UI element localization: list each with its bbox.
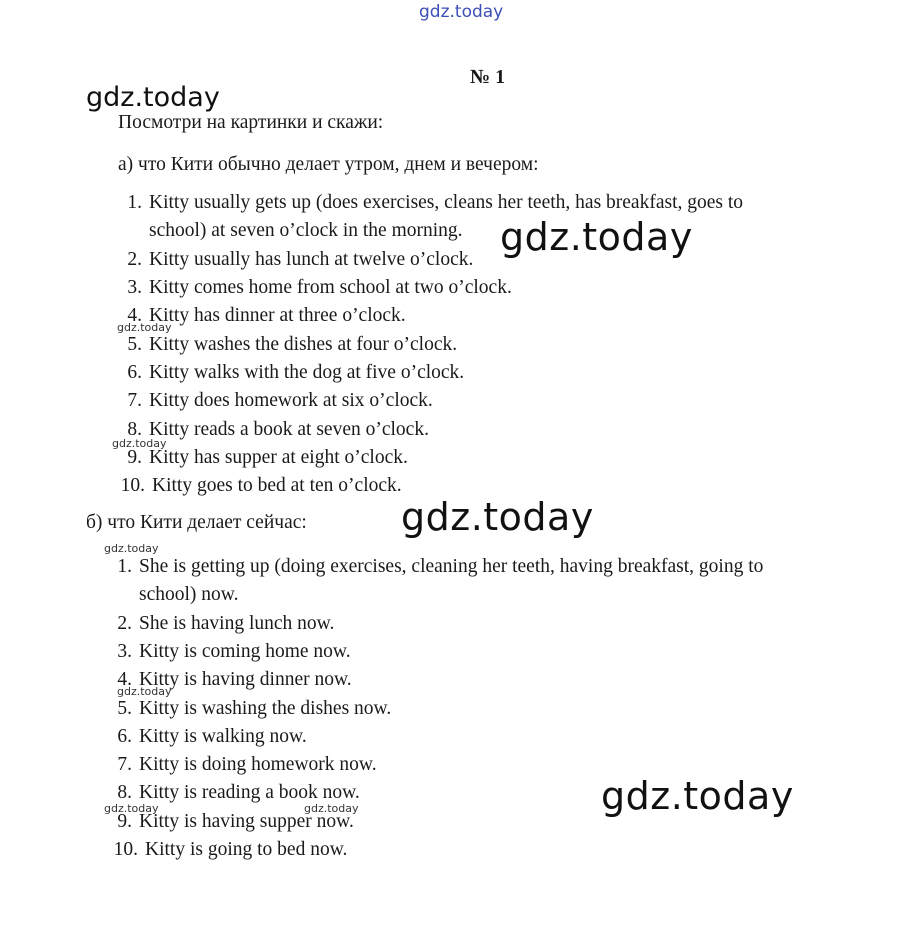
list-item: [117, 669, 352, 690]
watermark-top: gdz.today: [419, 2, 504, 22]
list-item: [127, 362, 465, 383]
list-item: [117, 613, 335, 634]
item-number: 8.: [127, 419, 142, 440]
item-text: Kitty has dinner at three o’clock.: [149, 305, 406, 326]
list-item: [127, 277, 512, 298]
item-number: 10.: [113, 839, 138, 860]
watermark: gdz.today: [86, 82, 220, 113]
item-number: 7.: [127, 390, 142, 411]
item-text: Kitty is having supper now.: [139, 811, 354, 832]
item-number: 2.: [127, 249, 142, 270]
watermark-small: gdz.today: [304, 802, 359, 815]
list-item: [127, 419, 429, 440]
list-item: [127, 192, 744, 213]
instruction-text: Посмотри на картинки и скажи:: [118, 112, 384, 133]
list-item: [113, 839, 348, 860]
list-item: [127, 249, 474, 270]
list-item: [117, 754, 377, 775]
item-text: Kitty usually gets up (does exercises, cleans her teeth, has breakfast, goes to: [149, 192, 744, 213]
item-number: 4.: [127, 305, 142, 326]
item-number: 1.: [127, 192, 142, 213]
watermark-small: gdz.today: [117, 321, 172, 334]
item-number: 9.: [127, 447, 142, 468]
item-text: Kitty is reading a book now.: [139, 782, 360, 803]
item-text: Kitty goes to bed at ten o’clock.: [152, 475, 402, 496]
item-number: 3.: [127, 277, 142, 298]
item-number: 3.: [117, 641, 132, 662]
list-item: [117, 726, 307, 747]
item-text: Kitty has supper at eight o’clock.: [149, 447, 408, 468]
list-item: [127, 334, 458, 355]
watermark: gdz.today: [601, 774, 794, 818]
item-text: She is getting up (doing exercises, cleaning her teeth, having breakfast, going to: [139, 556, 764, 577]
item-number: 5.: [127, 334, 142, 355]
watermark-small: gdz.today: [104, 542, 159, 555]
item-text: Kitty is doing homework now.: [139, 754, 377, 775]
list-item: [127, 447, 408, 468]
list-item: [127, 390, 433, 411]
list-item-continuation: [139, 585, 238, 605]
watermark: gdz.today: [401, 495, 594, 539]
item-text: Kitty walks with the dog at five o’clock.: [149, 362, 465, 383]
exercise-number: № 1: [470, 66, 506, 88]
item-number: 10.: [120, 475, 145, 496]
item-text: She is having lunch now.: [139, 613, 335, 634]
item-number: 6.: [127, 362, 142, 383]
item-number: 2.: [117, 613, 132, 634]
list-item: [117, 811, 354, 832]
item-number: 6.: [117, 726, 132, 747]
section-b-title: б) что Кити делает сейчас:: [86, 512, 307, 533]
item-text: Kitty is having dinner now.: [139, 669, 352, 690]
watermark: gdz.today: [500, 215, 693, 259]
item-number: 7.: [117, 754, 132, 775]
item-text: Kitty is coming home now.: [139, 641, 351, 662]
item-number: 8.: [117, 782, 132, 803]
item-text: Kitty reads a book at seven o’clock.: [149, 419, 429, 440]
item-text: school) at seven o’clock in the morning.: [149, 220, 463, 241]
watermark-small: gdz.today: [104, 802, 159, 815]
item-text: Kitty usually has lunch at twelve o’clock.: [149, 249, 474, 270]
list-item: [117, 641, 351, 662]
item-text: Kitty does homework at six o’clock.: [149, 390, 433, 411]
watermark-small: gdz.today: [112, 437, 167, 450]
item-text: Kitty is going to bed now.: [145, 839, 348, 860]
watermark-small: gdz.today: [117, 685, 172, 698]
list-item: [117, 556, 764, 577]
item-number: 1.: [117, 556, 132, 577]
item-number: 9.: [117, 811, 132, 832]
item-number: 4.: [117, 669, 132, 690]
item-number: 5.: [117, 698, 132, 719]
list-item: [127, 305, 406, 326]
item-text: Kitty is washing the dishes now.: [139, 698, 392, 719]
list-item-continuation: [149, 221, 463, 241]
section-a-title: а) что Кити обычно делает утром, днем и вечером:: [118, 154, 539, 175]
item-text: Kitty is walking now.: [139, 726, 307, 747]
item-text: school) now.: [139, 584, 239, 605]
list-item: [117, 782, 360, 803]
item-text: Kitty washes the dishes at four o’clock.: [149, 334, 458, 355]
list-item: [120, 475, 402, 496]
item-text: Kitty comes home from school at two o’clock.: [149, 277, 512, 298]
list-item: [117, 698, 392, 719]
